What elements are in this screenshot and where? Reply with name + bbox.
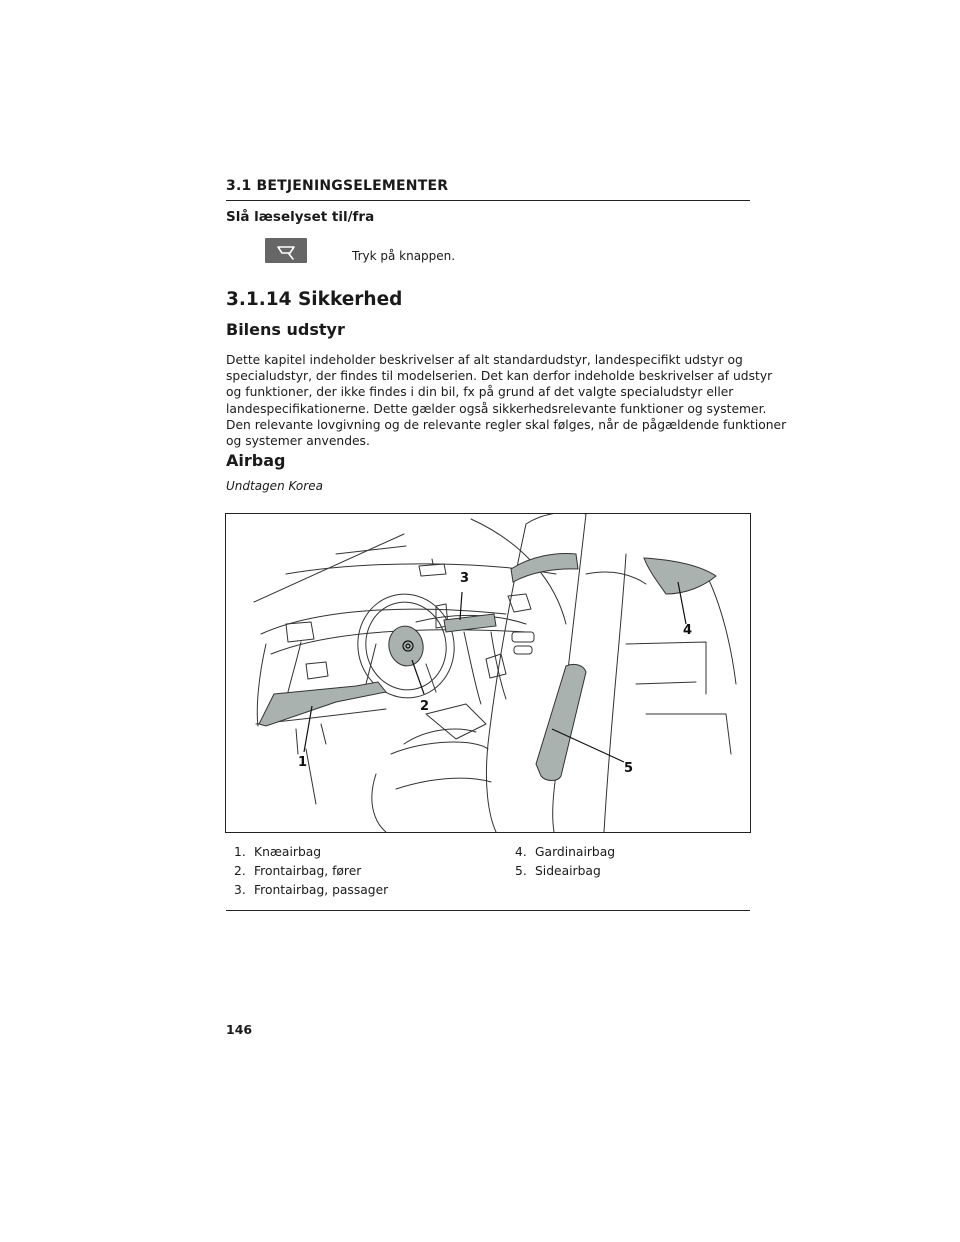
section-header: 3.1 BETJENINGSELEMENTER (226, 178, 750, 201)
callout-3: 3 (460, 571, 470, 586)
legend-label: Frontairbag, fører (254, 864, 362, 878)
legend-left (234, 843, 388, 900)
reading-light-instruction: Tryk på knappen. (352, 249, 456, 263)
legend-right (515, 843, 615, 881)
legend-item (515, 862, 615, 881)
airbag-figure (225, 513, 751, 833)
legend-number: 5. (515, 864, 527, 878)
legend-item (234, 881, 388, 900)
knee-airbag-shape (259, 682, 386, 726)
legend-item (234, 843, 388, 862)
legend-label: Sideairbag (535, 864, 601, 878)
legend-number: 4. (515, 845, 527, 859)
paragraph-line: Dette kapitel indeholder beskrivelser af alt standardudstyr, landespecifikt udstyr og (226, 353, 743, 367)
airbag-heading: Airbag (226, 451, 286, 470)
page-number: 146 (226, 1022, 253, 1037)
bottom-divider (226, 910, 750, 911)
curtain-airbag-shape (644, 558, 716, 594)
callout-1: 1 (298, 755, 308, 770)
airbag-illustration (226, 514, 750, 832)
legend-number: 3. (234, 883, 246, 897)
paragraph-line: specialudstyr, der findes til modelserien. Det kan derfor indeholde beskrivelser af udstyr (226, 369, 773, 384)
callout-5: 5 (624, 761, 634, 776)
legend-label: Gardinairbag (535, 845, 616, 859)
legend-label: Frontairbag, passager (254, 883, 389, 897)
equipment-paragraph (226, 352, 787, 449)
legend-item (234, 862, 388, 881)
callout-4: 4 (683, 623, 693, 638)
paragraph-line: landespecifikationerne. Dette gælder også sikkerhedsrelevante funktioner og systemer. (226, 401, 767, 416)
equipment-heading: Bilens udstyr (226, 320, 345, 339)
legend-number: 2. (234, 864, 246, 878)
legend-number: 1. (234, 845, 246, 859)
paragraph-line: og funktioner, der ikke findes i din bil, fx på grund af det valgte specialudstyr eller (226, 385, 734, 400)
reading-light-icon (265, 238, 307, 263)
legend-label: Knæairbag (254, 845, 322, 859)
paragraph-line: og systemer anvendes. (226, 434, 370, 449)
paragraph-line: Den relevante lovgivning og de relevante regler skal følges, når de pågældende funktioner (226, 417, 787, 432)
callout-2: 2 (420, 699, 430, 714)
reading-light-heading: Slå læselyset til/fra (226, 209, 375, 225)
section-title: 3.1.14 Sikkerhed (226, 289, 403, 310)
passenger-airbag-shape (444, 614, 496, 632)
legend-item (515, 843, 615, 862)
side-airbag-shape (536, 664, 586, 780)
airbag-note: Undtagen Korea (226, 479, 323, 493)
